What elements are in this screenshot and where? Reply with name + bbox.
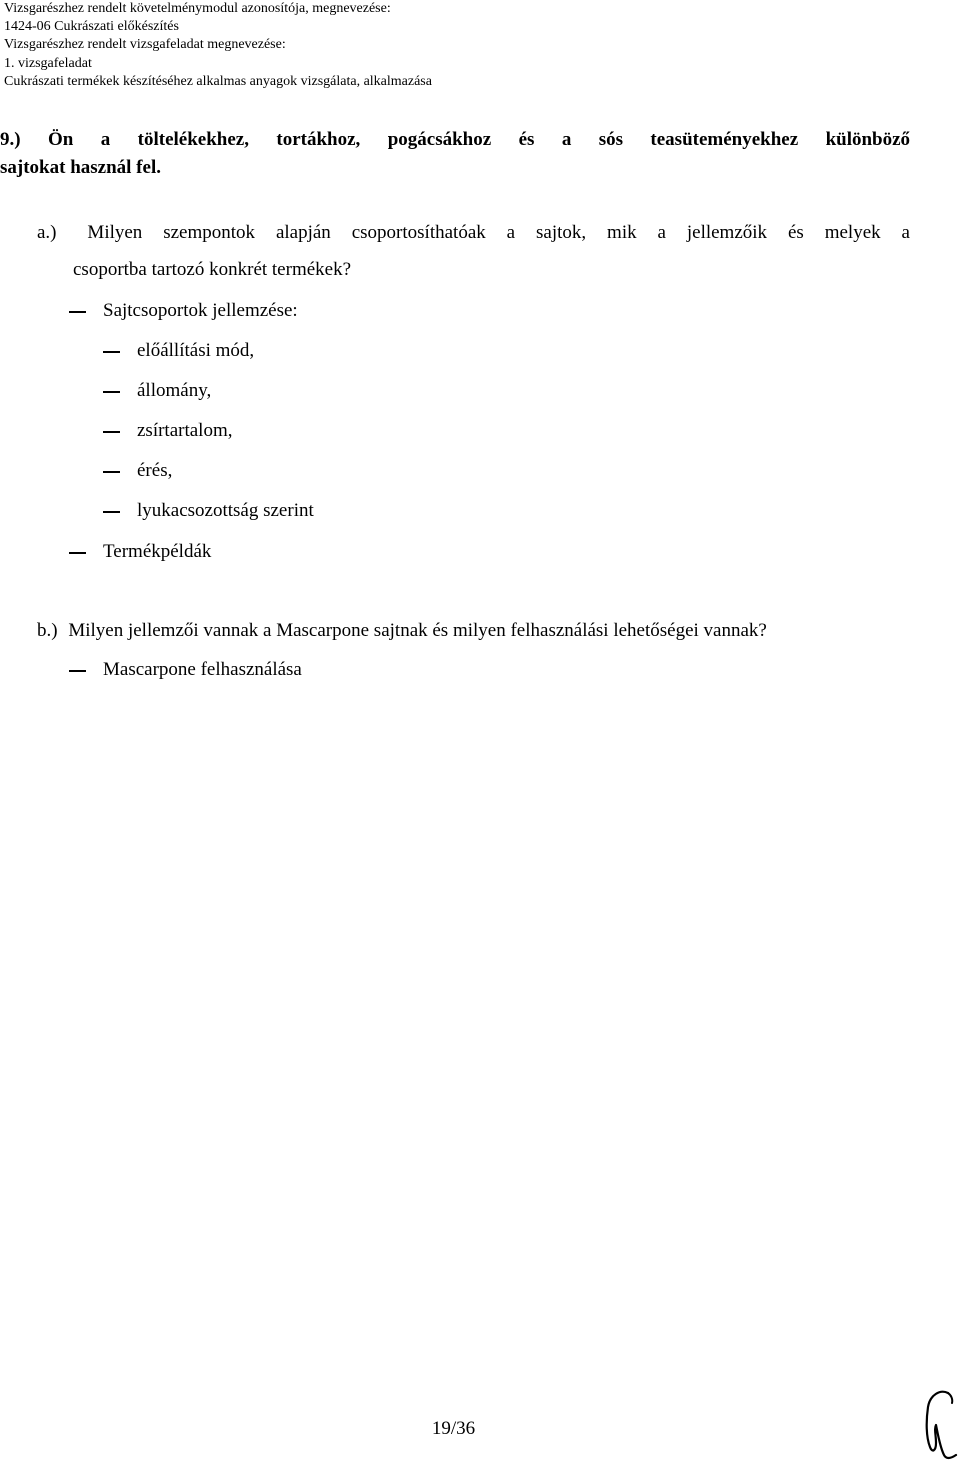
list-item-product-examples: Termékpéldák xyxy=(103,541,212,562)
question-word: sós xyxy=(598,129,624,150)
list-item-mascarpone-use: Mascarpone felhasználása xyxy=(103,659,302,680)
dash-bullet xyxy=(103,471,120,473)
question-word: és xyxy=(518,129,535,150)
sub-question-word: Milyen xyxy=(87,222,143,243)
document-header xyxy=(4,0,432,91)
sub-question-b-text: Milyen jellemzői vannak a Mascarpone sajtnak és milyen felhasználási lehetőségei vannak? xyxy=(68,620,767,641)
list-item-fat-content: zsírtartalom, xyxy=(137,420,233,441)
sub-question-word: szempontok xyxy=(163,222,256,243)
question-word: különböző xyxy=(825,129,911,150)
sub-question-word: mik xyxy=(607,222,637,243)
question-9 xyxy=(0,126,910,181)
sub-question-word: jellemzőik xyxy=(686,222,768,243)
list-item-cheese-groups: Sajtcsoportok jellemzése: xyxy=(103,300,298,321)
dash-bullet xyxy=(69,552,86,554)
list-item-texture: állomány, xyxy=(137,380,212,401)
sub-question-word: alapján xyxy=(275,222,331,243)
question-word: Ön xyxy=(47,129,74,150)
sub-question-word: csoportosíthatóak xyxy=(351,222,486,243)
sub-question-word: a xyxy=(901,222,910,243)
question-word: a xyxy=(100,129,111,150)
question-line-2: sajtokat használ fel. xyxy=(0,156,161,178)
question-word: tortákhoz, xyxy=(276,129,361,150)
header-line-task-name: Cukrászati termékek készítéséhez alkalmas anyagok vizsgálata, alkalmazása xyxy=(4,73,432,89)
dash-bullet xyxy=(103,391,120,393)
list-item-production: előállítási mód, xyxy=(137,340,255,361)
sub-question-word: melyek xyxy=(824,222,881,243)
dash-bullet xyxy=(69,311,86,313)
sub-question-b-label: b.) xyxy=(37,620,58,641)
header-line-task-label: Vizsgarészhez rendelt vizsgafeladat megnevezése: xyxy=(4,37,286,53)
sub-question-a-label: a.) xyxy=(37,222,57,243)
header-line-task-number: 1. vizsgafeladat xyxy=(4,55,92,71)
sub-question-a xyxy=(37,214,910,288)
dash-bullet xyxy=(69,670,86,672)
signature-mark xyxy=(918,1385,960,1463)
sub-question-word: sajtok, xyxy=(536,222,587,243)
question-number: 9.) xyxy=(0,129,21,150)
dash-bullet xyxy=(103,351,120,353)
question-word: pogácsákhoz xyxy=(387,129,492,150)
sub-question-a-line-2: csoportba tartozó konkrét termékek? xyxy=(73,259,352,280)
question-word: teasüteményekhez xyxy=(650,129,799,150)
question-word: töltelékekhez, xyxy=(137,129,249,150)
sub-question-word: és xyxy=(787,222,804,243)
question-line-1 xyxy=(0,126,910,154)
sub-question-a-line-1 xyxy=(37,214,910,251)
list-item-ripening: érés, xyxy=(137,460,173,481)
sub-question-word: a xyxy=(657,222,666,243)
page-number: 19/36 xyxy=(431,1418,476,1439)
header-line-module-name: 1424-06 Cukrászati előkészítés xyxy=(4,19,179,35)
sub-question-word: a xyxy=(506,222,516,243)
list-item-holes: lyukacsozottság szerint xyxy=(137,500,314,521)
dash-bullet xyxy=(103,511,120,513)
header-line-module-label: Vizsgarészhez rendelt követelménymodul azonosítója, megnevezése: xyxy=(4,1,391,16)
sub-question-b xyxy=(37,612,767,649)
dash-bullet xyxy=(103,431,120,433)
question-word: a xyxy=(561,129,572,150)
